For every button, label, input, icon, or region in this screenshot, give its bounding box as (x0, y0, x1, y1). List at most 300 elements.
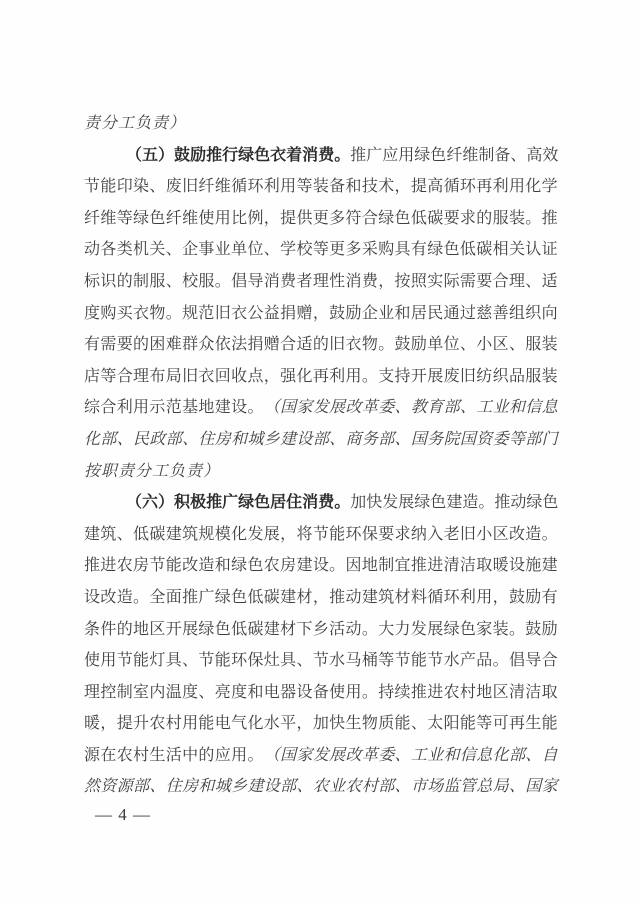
text-line (84, 392, 558, 424)
text-char: （ (126, 494, 143, 512)
text-char: 村 (165, 715, 182, 733)
text-char: 要 (378, 525, 395, 543)
text-line (84, 329, 558, 361)
text-char: 地 (133, 620, 150, 638)
text-char: 碳 (476, 241, 493, 259)
text-char: 面 (165, 588, 182, 606)
text-char: 有 (541, 588, 558, 606)
text-char: 合 (492, 272, 509, 290)
text-char: 革 (361, 399, 378, 417)
text-char: 和 (443, 746, 460, 764)
text-char: 、 (525, 746, 542, 764)
text-char: 然 (84, 778, 101, 796)
text-char: 条 (84, 620, 101, 638)
text-char: 点 (247, 367, 264, 385)
text-char: 购 (378, 241, 395, 259)
text-char: 施 (525, 557, 542, 575)
text-char: ， (100, 715, 117, 733)
text-char: 村 (459, 683, 476, 701)
text-char: 理 (84, 683, 101, 701)
text-char: 设 (263, 778, 280, 796)
text-char: 门 (541, 430, 558, 448)
text-char: 例 (247, 209, 264, 227)
text-char: 具 (280, 652, 297, 670)
text-char: 衣 (198, 367, 215, 385)
text-char: 建 (84, 525, 101, 543)
text-char: 平 (280, 715, 297, 733)
text-char: 环 (231, 652, 248, 670)
text-line (84, 456, 558, 488)
text-char: ， (263, 367, 280, 385)
text-line (84, 266, 558, 298)
text-char: 灯 (149, 652, 166, 670)
text-segment: 责分工负责） (84, 115, 187, 132)
text-char: 能 (410, 652, 427, 670)
text-char: 进 (427, 557, 444, 575)
text-char: 学 (541, 178, 558, 196)
text-char: 励 (541, 620, 558, 638)
text-char: 展 (398, 494, 415, 512)
text-char: 循 (427, 588, 444, 606)
text-char: 绿 (133, 209, 150, 227)
text-char: 多 (345, 241, 362, 259)
text-char: 店 (84, 367, 101, 385)
text-char: 材 (280, 620, 297, 638)
text-char: 绿 (238, 494, 255, 512)
text-char: 化 (231, 525, 248, 543)
text-char: 清 (508, 683, 525, 701)
text-char: 校 (182, 272, 199, 290)
text-char: 碳 (427, 209, 444, 227)
text-char: 需 (459, 272, 476, 290)
text-char: 过 (459, 304, 476, 322)
text-char: 色 (254, 146, 271, 164)
text-char: 。 (492, 652, 509, 670)
text-char: 加 (312, 715, 329, 733)
text-char: ， (492, 588, 509, 606)
text-char: 。 (247, 746, 264, 764)
text-char: 模 (214, 525, 231, 543)
text-char: 国 (410, 430, 427, 448)
text-line (84, 108, 558, 140)
text-char: 房 (214, 430, 231, 448)
text-char: 等 (296, 178, 313, 196)
text-char: 倡 (231, 272, 248, 290)
text-char: 建 (247, 778, 264, 796)
text-char: 衣 (231, 304, 248, 322)
text-char: 环 (247, 178, 264, 196)
text-char: 绿 (378, 209, 395, 227)
text-char: 维 (100, 209, 117, 227)
text-char: 民 (133, 430, 150, 448)
text-char: 度 (84, 304, 101, 322)
text-char: 。 (378, 336, 395, 354)
text-char: 持 (378, 683, 395, 701)
text-char: 纤 (84, 209, 101, 227)
text-char: 困 (149, 336, 166, 354)
text-char: 地 (198, 399, 215, 417)
text-char: 使 (198, 209, 215, 227)
text-char: 节 (84, 178, 101, 196)
text-char: 合 (280, 336, 297, 354)
text-char: 灶 (263, 652, 280, 670)
text-char: （ (263, 746, 280, 764)
text-char: 度 (182, 683, 199, 701)
text-line (84, 140, 558, 172)
text-char: 。 (478, 494, 495, 512)
text-char: 商 (345, 430, 362, 448)
text-char: 场 (427, 778, 444, 796)
text-char: 制 (116, 683, 133, 701)
text-char: 、 (508, 336, 525, 354)
text-char: 改 (100, 588, 117, 606)
text-char: 造 (462, 494, 479, 512)
text-char: 化 (247, 715, 264, 733)
text-char: 质 (378, 715, 395, 733)
text-char: 绿 (414, 146, 431, 164)
text-char: 件 (100, 620, 117, 638)
text-char: 品 (476, 652, 493, 670)
text-char: 资 (100, 778, 117, 796)
text-char: 发 (312, 746, 329, 764)
text-char: 发 (410, 620, 427, 638)
text-char: 消 (302, 494, 319, 512)
text-char: 城 (247, 430, 264, 448)
text-char: 染 (133, 178, 150, 196)
text-char: 用 (182, 715, 199, 733)
text-char: 。 (334, 146, 351, 164)
text-char: ， (312, 588, 329, 606)
text-char: 的 (133, 336, 150, 354)
text-char: 费 (280, 272, 297, 290)
text-char: 部 (100, 430, 117, 448)
text-char: 制 (478, 146, 495, 164)
text-char: 际 (443, 272, 460, 290)
text-char: 息 (541, 399, 558, 417)
text-char: 建 (263, 620, 280, 638)
text-char: 服 (525, 336, 542, 354)
text-char: 材 (296, 588, 313, 606)
text-char: 倡 (508, 652, 525, 670)
text-char: 内 (149, 683, 166, 701)
text-char: 乡 (231, 778, 248, 796)
text-char: 相 (492, 241, 509, 259)
text-char: 再 (508, 715, 525, 733)
text-line (84, 771, 558, 803)
text-char: 、 (459, 336, 476, 354)
text-char: 房 (182, 778, 199, 796)
text-char: 旧 (459, 367, 476, 385)
text-char: 农 (263, 557, 280, 575)
text-char: 动 (84, 241, 101, 259)
text-char: 更 (329, 241, 346, 259)
text-char: 、 (394, 430, 411, 448)
text-char: 依 (214, 336, 231, 354)
text-char: 开 (165, 620, 182, 638)
text-char: 农 (116, 746, 133, 764)
text-char: 太 (427, 715, 444, 733)
text-char: 向 (541, 304, 558, 322)
text-char: 合 (361, 209, 378, 227)
text-char: 采 (361, 241, 378, 259)
text-char: 区 (492, 525, 509, 543)
text-line (84, 550, 558, 582)
text-char: 部 (133, 778, 150, 796)
text-char: 教 (410, 399, 427, 417)
text-char: 标 (84, 272, 101, 290)
text-char: 发 (382, 494, 399, 512)
text-char: 规 (182, 304, 199, 322)
text-char: 设 (312, 557, 329, 575)
text-char: 性 (329, 272, 346, 290)
text-char: 印 (116, 178, 133, 196)
text-char: 。 (361, 683, 378, 701)
text-char: 碳 (149, 525, 166, 543)
text-char: 。 (165, 304, 182, 322)
text-char: 管 (459, 778, 476, 796)
text-char: 导 (247, 272, 264, 290)
text-char: 、 (149, 778, 166, 796)
text-char: 装 (541, 336, 558, 354)
text-char: 老 (443, 525, 460, 543)
text-char: 中 (182, 746, 199, 764)
text-char: 国 (459, 430, 476, 448)
text-char: 委 (378, 746, 395, 764)
text-char: 绿 (526, 494, 543, 512)
text-char: 认 (525, 241, 542, 259)
text-char: 筑 (182, 525, 199, 543)
text-char: 、 (525, 272, 542, 290)
text-char: 支 (378, 367, 395, 385)
text-segment: 按职责分工负责） (84, 462, 221, 480)
text-char: 旧 (214, 304, 231, 322)
text-char: ， (378, 272, 395, 290)
text-char: 服 (149, 272, 166, 290)
text-char: 节 (116, 652, 133, 670)
text-line (84, 298, 558, 330)
text-line (84, 424, 558, 456)
text-char: 提 (116, 715, 133, 733)
text-char: 、 (508, 778, 525, 796)
text-char: 纳 (410, 525, 427, 543)
text-char: 入 (427, 525, 444, 543)
text-char: 广 (366, 146, 383, 164)
text-char: 推 (206, 146, 223, 164)
text-line (84, 519, 558, 551)
text-char: 应 (382, 146, 399, 164)
text-char: ， (394, 178, 411, 196)
text-char: 积 (174, 494, 191, 512)
text-char: 住 (286, 494, 303, 512)
text-char: 物 (361, 715, 378, 733)
text-char: 物 (361, 336, 378, 354)
text-char: 农 (149, 715, 166, 733)
text-char: 符 (345, 209, 362, 227)
text-char: 励 (410, 336, 427, 354)
text-char: 节 (312, 652, 329, 670)
text-char: 设 (231, 399, 248, 417)
text-char: 难 (165, 336, 182, 354)
text-char: ， (296, 715, 313, 733)
text-char: 装 (508, 209, 525, 227)
text-char: （ (263, 399, 280, 417)
text-char: 、 (182, 430, 199, 448)
text-char: 进 (427, 683, 444, 701)
text-char: 强 (280, 367, 297, 385)
text-char: 费 (318, 146, 335, 164)
text-char: 回 (214, 367, 231, 385)
text-char: 在 (100, 746, 117, 764)
text-char: 理 (312, 272, 329, 290)
text-char: 行 (222, 146, 239, 164)
text-char: 色 (394, 209, 411, 227)
text-char: 推 (541, 209, 558, 227)
text-char: 低 (133, 525, 150, 543)
text-char: 、 (394, 746, 411, 764)
text-char: 发 (247, 525, 264, 543)
text-char: ， (263, 209, 280, 227)
text-char: 马 (345, 652, 362, 670)
text-char: 乡 (312, 620, 329, 638)
text-char: 鼓 (525, 620, 542, 638)
text-char: 示 (149, 399, 166, 417)
text-char: 保 (247, 652, 264, 670)
text-char: 。 (247, 399, 264, 417)
text-char: 群 (182, 336, 199, 354)
text-char: 和 (345, 178, 362, 196)
text-char: 家 (296, 399, 313, 417)
text-char: 能 (214, 652, 231, 670)
text-char: 极 (190, 494, 207, 512)
text-line (84, 708, 558, 740)
text-char: 。 (214, 272, 231, 290)
text-char: 产 (459, 652, 476, 670)
text-char: 化 (296, 367, 313, 385)
text-char: 改 (182, 557, 199, 575)
text-char: 源 (116, 778, 133, 796)
text-char: 衣 (133, 304, 150, 322)
text-char: 绿 (427, 241, 444, 259)
text-char: 。 (541, 525, 558, 543)
text-char: 碳 (263, 588, 280, 606)
text-char: 因 (345, 557, 362, 575)
text-char: 能 (394, 715, 411, 733)
text-char: 各 (100, 241, 117, 259)
text-char: 要 (116, 336, 133, 354)
text-char: 能 (198, 715, 215, 733)
text-char: 用 (345, 367, 362, 385)
text-char: 力 (394, 620, 411, 638)
text-char: 能 (133, 652, 150, 670)
text-char: 取 (476, 557, 493, 575)
text-char: 推 (329, 588, 346, 606)
text-char: 基 (182, 399, 199, 417)
text-char: 部 (443, 399, 460, 417)
text-char: 动 (510, 494, 527, 512)
text-char: 农 (345, 778, 362, 796)
text-char: 善 (492, 304, 509, 322)
text-char: 温 (165, 683, 182, 701)
text-char: 色 (430, 494, 447, 512)
text-char: 导 (525, 652, 542, 670)
text-char: 低 (231, 620, 248, 638)
text-char: 六 (142, 494, 159, 512)
text-char: 筑 (100, 525, 117, 543)
text-char: 节 (149, 557, 166, 575)
text-char: 保 (361, 525, 378, 543)
text-char: 者 (296, 272, 313, 290)
text-char: 用 (280, 178, 297, 196)
text-char: 能 (459, 715, 476, 733)
text-char: 使 (329, 683, 346, 701)
text-char: 造 (198, 557, 215, 575)
text-char: 亮 (214, 683, 231, 701)
text-char: 活 (329, 620, 346, 638)
text-char: 电 (263, 683, 280, 701)
text-char: 国 (280, 399, 297, 417)
text-char: 信 (525, 399, 542, 417)
text-char: （ (126, 146, 143, 164)
text-char: 利 (263, 178, 280, 196)
text-char: 展 (427, 367, 444, 385)
text-char: 鼓 (508, 588, 525, 606)
text-char: 将 (296, 525, 313, 543)
text-char: 用 (214, 209, 231, 227)
text-char: 服 (198, 272, 215, 290)
text-char: 关 (508, 241, 525, 259)
text-char: 建 (361, 588, 378, 606)
text-char: 的 (198, 746, 215, 764)
text-char: 有 (410, 241, 427, 259)
text-char: 利 (116, 399, 133, 417)
text-char: 、 (394, 778, 411, 796)
text-char: 乡 (263, 430, 280, 448)
text-char: 改 (508, 525, 525, 543)
text-char: 合 (541, 652, 558, 670)
text-char: 绿 (198, 620, 215, 638)
text-char: 国 (525, 778, 542, 796)
text-char: 区 (149, 620, 166, 638)
text-char: 革 (361, 746, 378, 764)
text-char: 推 (182, 588, 199, 606)
text-char: 绿 (443, 620, 460, 638)
text-char: 鼓 (329, 304, 346, 322)
text-char: 、 (116, 525, 133, 543)
text-char: 。 (361, 367, 378, 385)
text-char: 室 (133, 683, 150, 701)
text-char: 设 (508, 557, 525, 575)
text-char: 合 (100, 399, 117, 417)
text-char: 居 (410, 304, 427, 322)
text-char: 化 (84, 430, 101, 448)
text-char: 纤 (198, 178, 215, 196)
text-char: 费 (318, 494, 335, 512)
text-char: 推 (84, 557, 101, 575)
text-char: 能 (329, 525, 346, 543)
text-char: 用 (345, 683, 362, 701)
text-char: 、 (510, 146, 527, 164)
text-char: 捐 (280, 304, 297, 322)
text-char: 鼓 (394, 336, 411, 354)
text-char: 校 (296, 241, 313, 259)
text-char: 节 (198, 652, 215, 670)
text-char: 取 (541, 683, 558, 701)
text-char: 衣 (345, 336, 362, 354)
text-char: 、 (198, 683, 215, 701)
text-char: 消 (345, 272, 362, 290)
text-char: 国 (280, 746, 297, 764)
text-char: 农 (443, 683, 460, 701)
